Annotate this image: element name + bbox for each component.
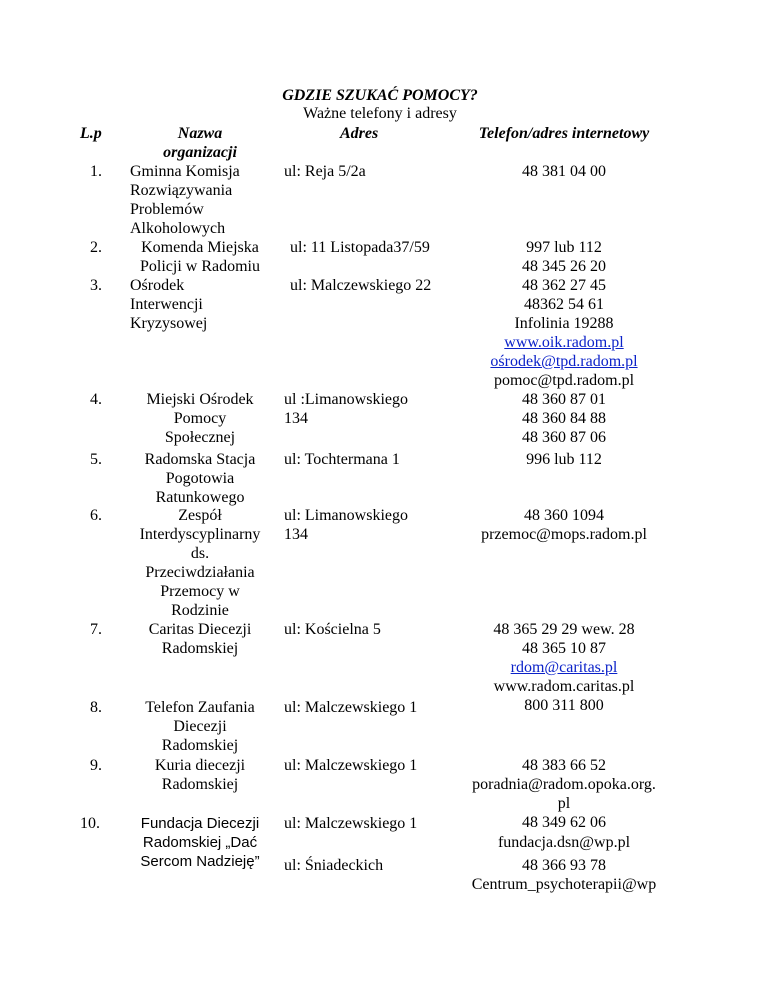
- header-lp: L.p: [80, 125, 102, 142]
- row-address: ul: Malczewskiego 22: [290, 277, 432, 294]
- row-address: ul: Reja 5/2a: [284, 163, 366, 180]
- row-name: Caritas Diecezji Radomskiej: [148, 621, 252, 657]
- row-name: Ośrodek Interwencji Kryzysowej: [130, 277, 208, 332]
- row-lp: 9.: [90, 757, 102, 774]
- row-lp: 3.: [90, 277, 102, 294]
- row-name: Miejski Ośrodek Pomocy Społecznej: [146, 391, 254, 446]
- row-name: Gminna Komisja Rozwiązywania Problemów Alkoholowych: [130, 163, 240, 237]
- row-contact: 48 362 27 45 48362 54 61 Infolinia 19288 www.oik.radom.pl ośrodek@tpd.radom.pl pomoc@tpd.radom.pl: [448, 276, 680, 390]
- row-lp: 6.: [90, 507, 102, 524]
- page-title: GDZIE SZUKAĆ POMOCY?: [282, 87, 478, 104]
- row-name: Fundacja Diecezji Radomskiej „Dać Sercom Nadzieję”: [140, 815, 260, 870]
- row-contact: 48 365 29 29 wew. 28 48 365 10 87 rdom@caritas.pl www.radom.caritas.pl 800 311 800: [448, 620, 680, 715]
- row-name: Telefon Zaufania Diecezji Radomskiej: [145, 699, 255, 754]
- email-link[interactable]: rdom@caritas.pl: [510, 659, 618, 676]
- row-address: ul: Tochtermana 1: [284, 451, 400, 468]
- row-address: ul: Malczewskiego 1: [284, 757, 418, 774]
- page-subtitle: Ważne telefony i adresy: [303, 105, 457, 122]
- website-link[interactable]: www.oik.radom.pl: [504, 334, 624, 351]
- header-contact: Telefon/adres internetowy: [478, 125, 650, 142]
- row-address: ul: Malczewskiego 1: [284, 699, 418, 716]
- row-contact: 48 383 66 52 poradnia@radom.opoka.org. pl 48 349 62 06: [472, 757, 656, 831]
- row-address: ul: Malczewskiego 1: [284, 815, 418, 832]
- row-name: Kuria diecezji Radomskiej: [154, 757, 246, 793]
- row-name: Komenda Miejska Policji w Radomiu: [140, 239, 260, 275]
- row-address: ul: 11 Listopada37/59: [290, 239, 430, 256]
- row-contact: 48 360 1094 przemoc@mops.radom.pl: [481, 507, 647, 543]
- row-lp: 5.: [90, 451, 102, 468]
- row-lp: 4.: [90, 391, 102, 408]
- row-address: ul: Limanowskiego 134: [284, 507, 408, 543]
- row-contact: 48 360 87 01 48 360 84 88 48 360 87 06: [522, 391, 606, 446]
- header-name: Nazwa organizacji: [163, 125, 237, 161]
- row-lp: 7.: [90, 621, 102, 638]
- email-link[interactable]: ośrodek@tpd.radom.pl: [490, 353, 638, 370]
- row-contact: 997 lub 112 48 345 26 20: [522, 239, 606, 275]
- row-address: ul: Śniadeckich: [284, 857, 384, 874]
- row-contact: 48 381 04 00: [522, 163, 606, 180]
- row-lp: 8.: [90, 699, 102, 716]
- row-name: Radomska Stacja Pogotowia Ratunkowego: [144, 451, 256, 506]
- row-contact: 996 lub 112: [526, 451, 602, 468]
- row-lp: 1.: [90, 163, 102, 180]
- row-address: ul: Kościelna 5: [284, 621, 381, 638]
- row-lp: 2.: [90, 239, 102, 256]
- row-contact: fundacja.dsn@wp.pl: [497, 834, 631, 851]
- row-lp: 10.: [80, 815, 100, 832]
- header-address: Adres: [340, 125, 379, 142]
- row-contact: 48 366 93 78 Centrum_psychoterapii@wp: [471, 857, 657, 893]
- row-address: ul :Limanowskiego 134: [284, 391, 408, 427]
- row-name: Zespół Interdyscyplinarny ds. Przeciwdziałania Przemocy w Rodzinie: [139, 507, 261, 619]
